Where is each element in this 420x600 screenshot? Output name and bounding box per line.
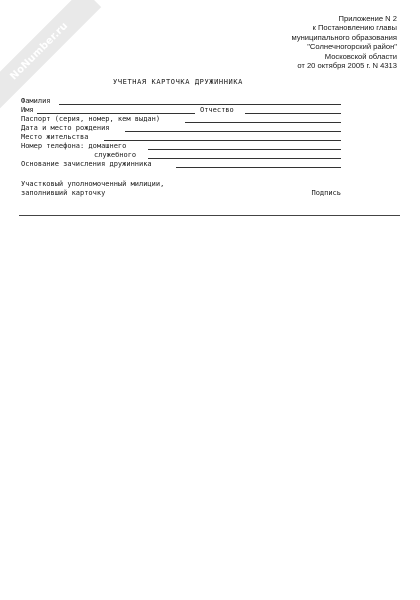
field-surname-line[interactable] [59, 104, 341, 105]
signature-label: Подпись [311, 189, 341, 197]
field-residence [21, 133, 341, 142]
field-basis-label: Основание зачисления дружинника [21, 160, 152, 168]
field-birth [21, 124, 341, 133]
field-residence-line[interactable] [104, 140, 341, 141]
field-passport-label: Паспорт (серия, номер, кем выдан) [21, 115, 161, 123]
field-patronymic-line[interactable] [245, 113, 341, 114]
field-phone-home-line[interactable] [148, 149, 341, 150]
field-phone-work [21, 151, 341, 160]
officer-line-2: заполнивший карточку [21, 189, 106, 197]
field-passport-line[interactable] [185, 122, 341, 123]
field-birth-label: Дата и место рождения [21, 124, 110, 132]
appendix-line: к Постановлению главы [312, 23, 397, 33]
field-basis-line[interactable] [176, 167, 341, 168]
bottom-divider [19, 215, 400, 216]
watermark: NoNumber.ru [0, 0, 101, 113]
field-surname-label: Фамилия [21, 97, 51, 105]
officer-line-1: Участковый уполномоченный милиции, [21, 180, 165, 188]
appendix-line: от 20 октября 2005 г. N 4313 [297, 61, 397, 71]
field-phone-home-label: Номер телефона: домашнего [21, 142, 127, 150]
field-surname [21, 97, 341, 106]
appendix-line: Приложение N 2 [338, 14, 397, 23]
field-residence-label: Место жительства [21, 133, 89, 141]
field-phone-work-label: служебного [94, 151, 137, 159]
appendix-line: муниципального образования [291, 32, 397, 42]
field-basis [21, 160, 341, 169]
field-name-line[interactable] [37, 113, 195, 114]
appendix-line: Московской области [324, 51, 397, 61]
document-title: УЧЕТНАЯ КАРТОЧКА ДРУЖИННИКА [113, 78, 243, 86]
field-patronymic-label: Отчество [200, 106, 234, 114]
field-birth-line[interactable] [125, 131, 341, 132]
appendix-line: "Солнечногорский район" [307, 42, 397, 52]
appendix-header [292, 14, 397, 70]
field-phone-work-line[interactable] [148, 158, 341, 159]
field-passport [21, 115, 341, 124]
field-name-label: Имя [21, 106, 34, 114]
field-name-patronymic [21, 106, 341, 115]
field-phone-home [21, 142, 341, 151]
